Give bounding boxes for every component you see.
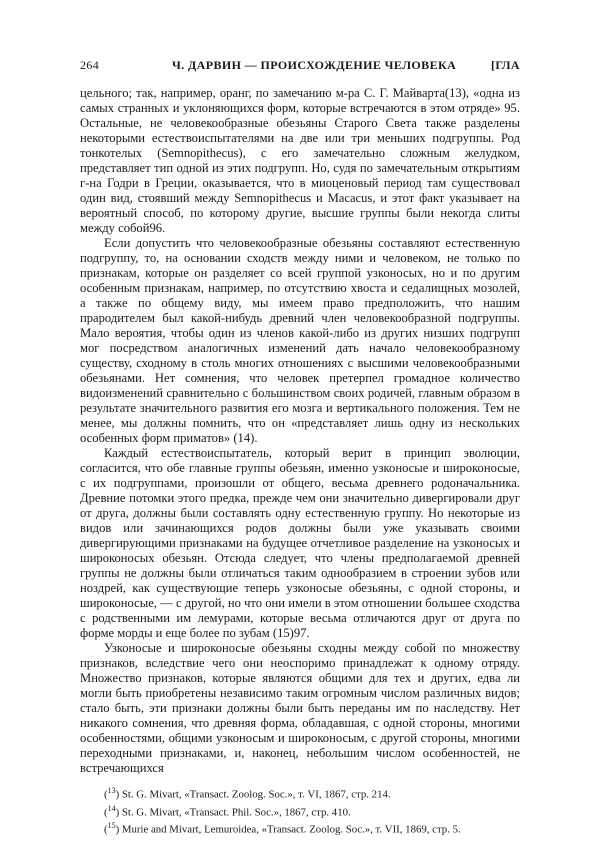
footnote-text: Murie and Mivart, Lemuroidea, «Transact. Zoolog. Soc.», т. VII, 1869, стр. 5. <box>121 823 461 836</box>
footnote: ($^{15}$) Murie and Mivart, Lemuroidea, «Transact. Zoolog. Soc.», т. VII, 1869, стр. 5. <box>104 821 461 836</box>
paragraph: Если допустить что человекообразные обезьяны составляют естественную подгруппу, то, на основании сходств между ними и человеком, не только по признакам, которые он разделяет со всей группой узконосых, но и по другим особенным признакам, например, по отсутствию хвоста и седалищных мозолей, а также по общему виду, мы имеем право предположить, что нашим прародителем был какой-нибудь древний член человекообразной подгруппы. Мало вероятия, чтобы один из членов какой-либо из других низших подгрупп мог посредством аналогичных изменений дать начало человекообразному существу, сходному в столь многих отношениях с высшими человекообразными обезьянами. Нет сомнения, что человек претерпел громадное количество видоизменений сравнительно с большинством своих родичей, главным образом в результате значительного развития его мозга и вертикального положения. Тем не менее, мы должны помнить, что он «представляет лишь одну из нескольких особенных форм приматов» (14). <box>80 236 520 445</box>
paragraph: цельного; так, например, оранг, по замечанию м-ра С. Г. Майварта(13), «одна из самых странных и уклоняющихся форм, которые встречаются в этом отряде» 95. Остальные, не человекообразные обезьяны Старого Света также разделены некоторыми естествоиспытателями на две или три меньших подгруппы. Род тонкотелых (Semnopithecus), с его замечательно сложным желудком, представляет тип одной из этих подгрупп. Но, судя по замечательным открытиям г-на Годри в Греции, оказывается, что в миоценовый период там существовал один вид, стоявший между Semnopithecus и Macacus, и этот факт указывает на вероятный способ, по которому другие, высшие группы были некогда слиты между собой96. <box>80 86 520 235</box>
running-header <box>80 58 520 78</box>
footnote-marker: 15 <box>107 821 116 831</box>
footnote-text: St. G. Mivart, «Transact. Zoolog. Soc.», т. VI, 1867, стр. 214. <box>121 788 391 801</box>
footnote-marker: 13 <box>107 786 116 795</box>
chapter-fragment: [ГЛА <box>490 58 520 72</box>
paragraph: Узконосые и широконосые обезьяны сходны между собой по множеству признаков, вследствие чего они неоспоримо принадлежат к одному отряду. Множество признаков, которые являются общими для тех и других, едва ли могли быть приобретены независимо таким огромным числом различных видов; стало быть, эти признаки должны были быть переданы им по наследству. Нет никакого сомнения, что древняя форма, обладавшая, с одной стороны, многими особенностями, общими узконосым и широконосым, с другой стороны, многими переходными признаками, и, наконец, небольшим числом особенностей, не встречающихся <box>80 641 520 775</box>
footnote: ($^{13}$) St. G. Mivart, «Transact. Zoolog. Soc.», т. VI, 1867, стр. 214. <box>104 786 391 801</box>
body-text <box>80 86 520 776</box>
running-title: Ч. ДАРВИН — ПРОИСХОЖДЕНИЕ ЧЕЛОВЕКА <box>172 58 457 72</box>
page-number: 264 <box>80 58 100 72</box>
footnote: ($^{14}$) St. G. Mivart, «Transact. Phil. Soc.», 1867, стр. 410. <box>104 803 351 819</box>
book-page <box>80 58 520 837</box>
footnotes <box>80 784 520 837</box>
paragraph: Каждый естествоиспытатель, который верит в принцип эволюции, согласится, что обе главные группы обезьян, именно узконосые и широконосые, с их подгруппами, произошли от общего, весьма древнего родоначальника. Древние потомки этого предка, прежде чем они значительно дивергировали друг от друга, должны были составлять одну естественную группу. Но некоторые из видов или зачинающихся родов должны были уже указывать своими дивергирующими признаками на будущее отчетливое разделение на узконосых и широконосых обезьян. Отсюда следует, что члены предполагаемой древней группы не должны были отличаться таким однообразием в строении зубов или ноздрей, как существующие теперь узконосые обезьяны, с одной стороны, и широконосые, — с другой, но что они имели в этом отношении большее сходства с родственными им лемурами, которые весьма отличаются друг от друга по форме морды и еще более по зубам (15)97. <box>80 446 520 640</box>
footnote-marker: 14 <box>107 803 116 813</box>
footnote-text: St. G. Mivart, «Transact. Phil. Soc.», 1867, стр. 410. <box>121 806 351 819</box>
